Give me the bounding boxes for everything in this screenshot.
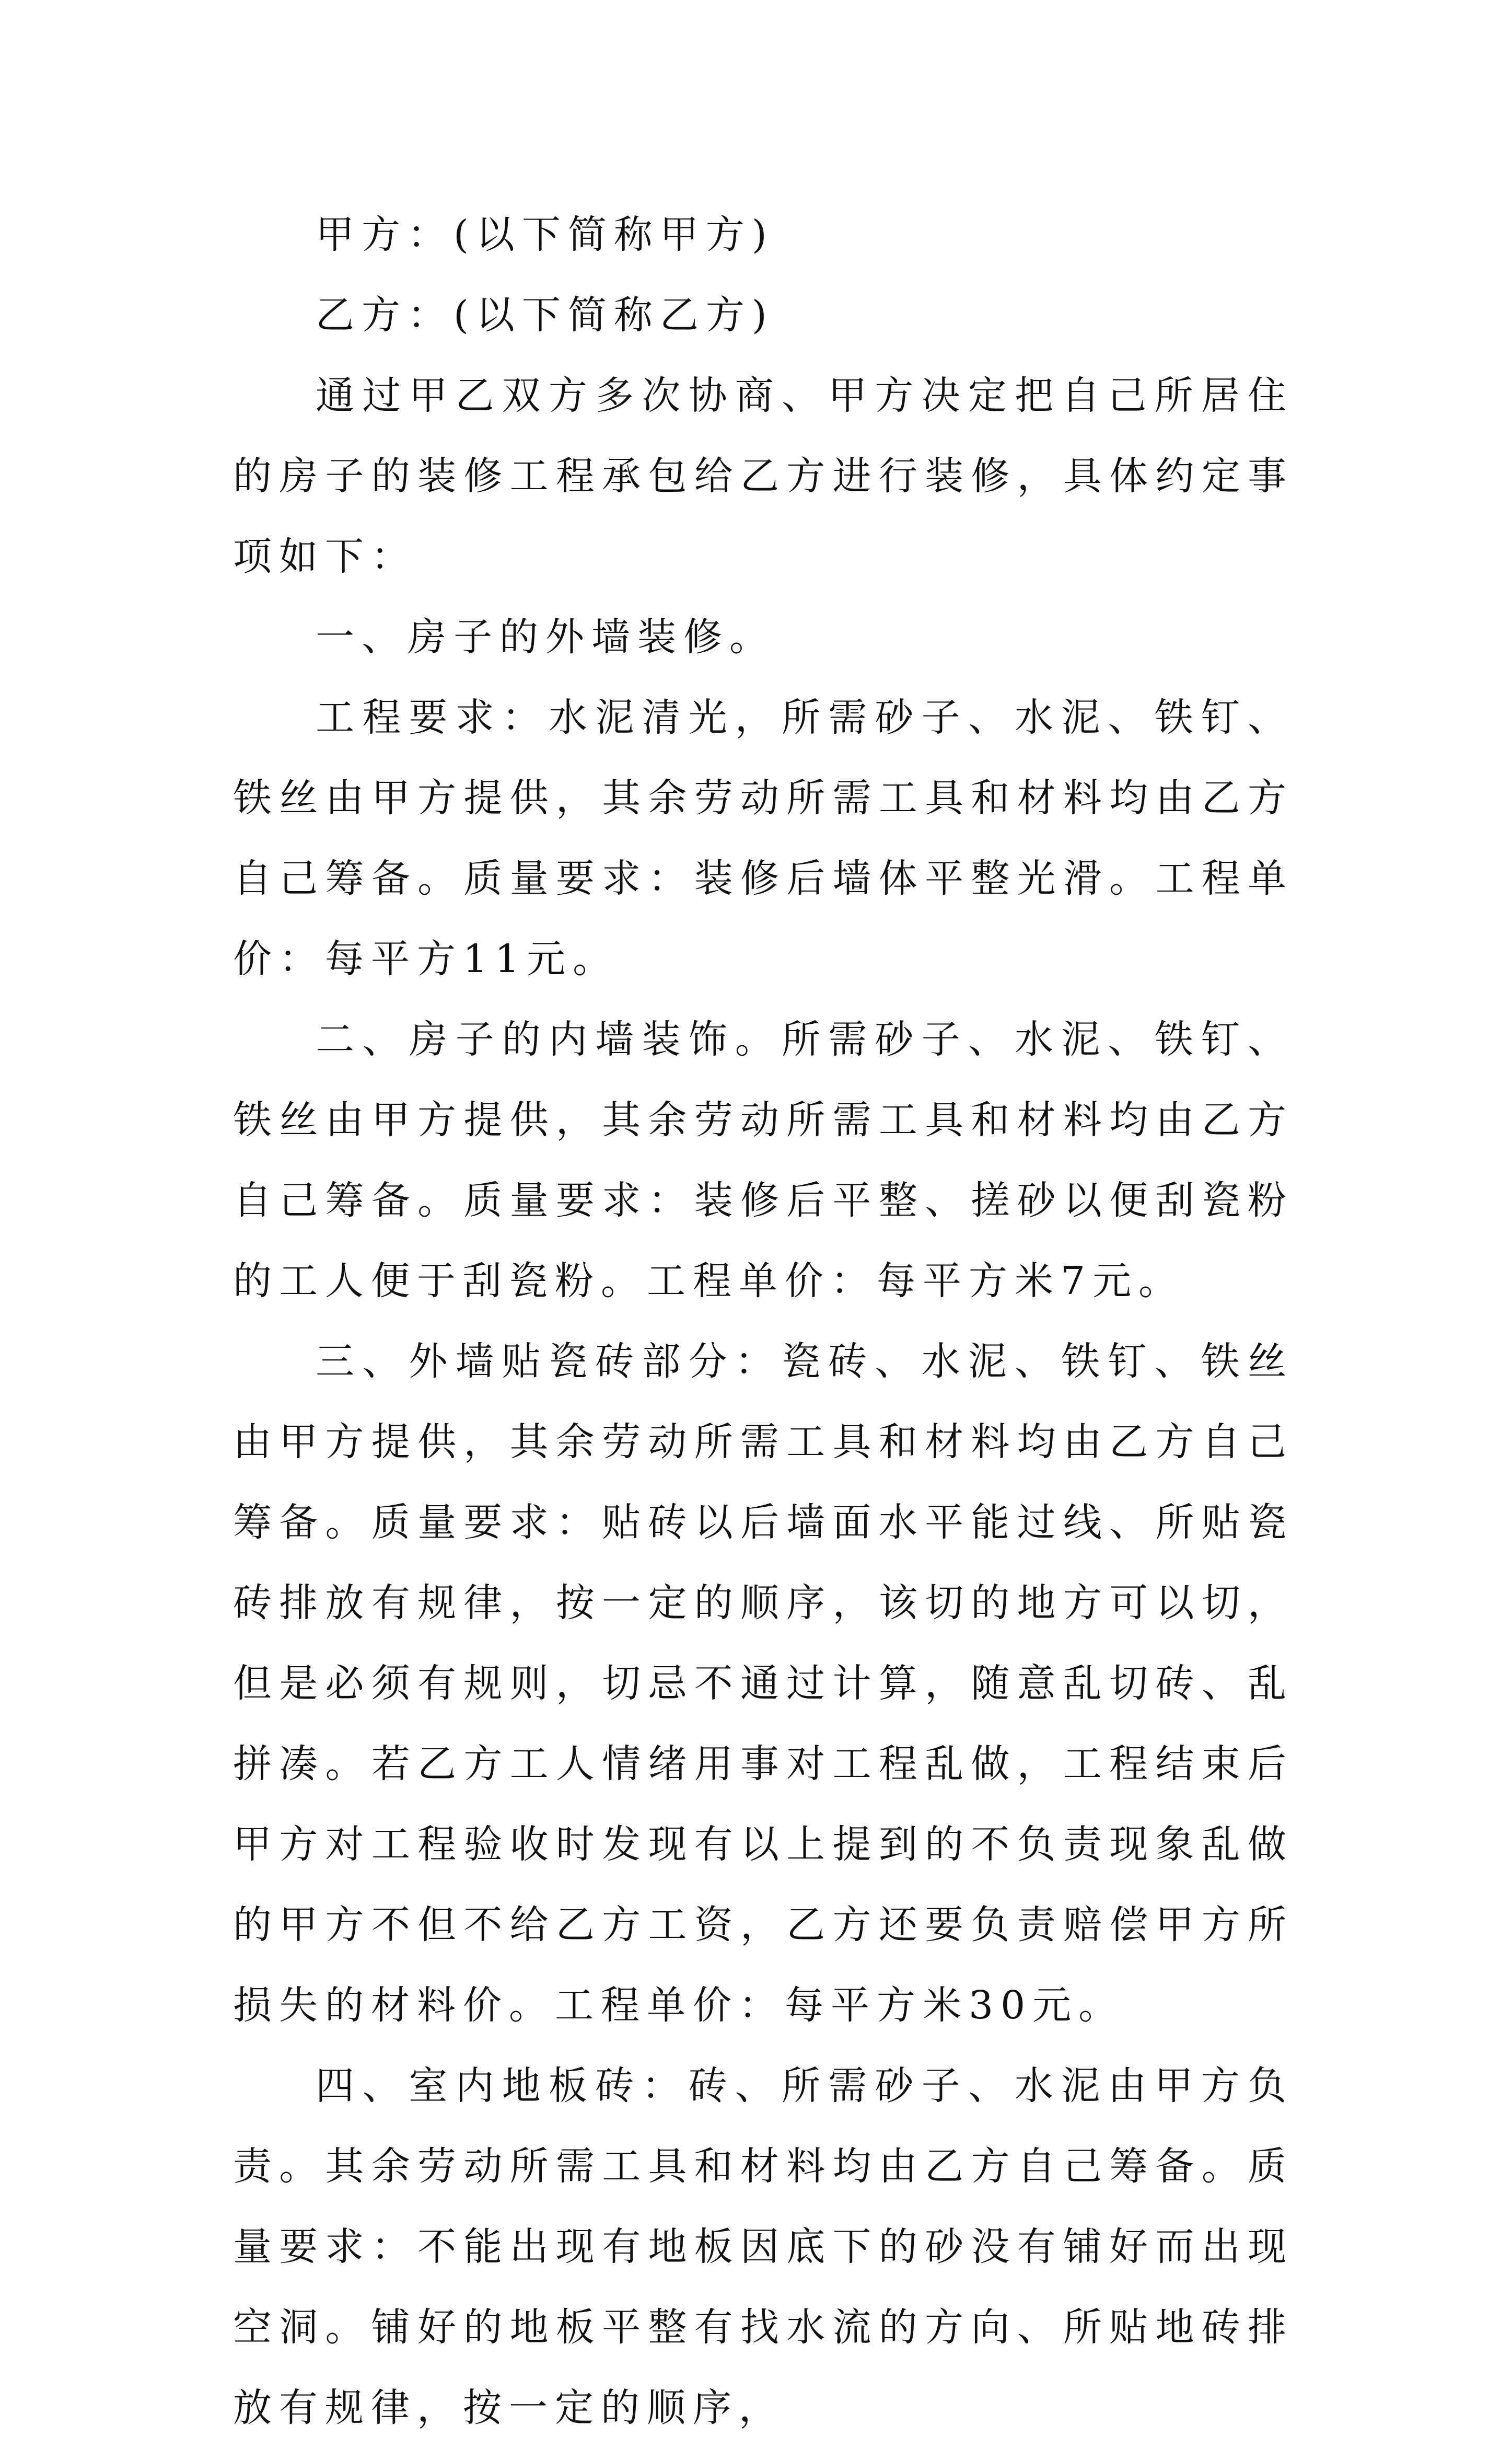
paragraph-party-b: 乙方：(以下简称乙方): [316, 293, 774, 338]
paragraph-intro: 通过甲乙双方多次协商、甲方决定把自己所居住的房子的装修工程承包给乙方进行装修，具体约定事项如下：: [233, 373, 1294, 579]
paragraph-section-1-requirements: 工程要求：水泥清光，所需砂子、水泥、铁钉、铁丝由甲方提供，其余劳动所需工具和材料均由乙方自己筹备。质量要求：装修后墙体平整光滑。工程单价：每平方11元。: [233, 695, 1294, 981]
paragraph-section-2: 二、房子的内墙装饰。所需砂子、水泥、铁钉、铁丝由甲方提供，其余劳动所需工具和材料均由乙方自己筹备。质量要求：装修后平整、搓砂以便刮瓷粉的工人便于刮瓷粉。工程单价：每平方米7元。: [233, 1017, 1294, 1303]
paragraph-section-3: 三、外墙贴瓷砖部分：瓷砖、水泥、铁钉、铁丝由甲方提供，其余劳动所需工具和材料均由乙方自己筹备。质量要求：贴砖以后墙面水平能过线、所贴瓷砖排放有规律，按一定的顺序，该切的地方可以切，但是必须有规则，切忌不通过计算，随意乱切砖、乱拼凑。若乙方工人情绪用事对工程乱做，工程结束后甲方对工程验收时发现有以上提到的不负责现象乱做的甲方不但不给乙方工资，乙方还要负责赔偿甲方所损失的材料价。工程单价：每平方米30元。: [233, 1339, 1294, 2028]
document-body: [233, 194, 1294, 2448]
paragraph-section-4: 四、室内地板砖：砖、所需砂子、水泥由甲方负责。其余劳动所需工具和材料均由乙方自己筹备。质量要求：不能出现有地板因底下的砂没有铺好而出现空洞。铺好的地板平整有找水流的方向、所贴地砖排放有规律，按一定的顺序，: [233, 2063, 1294, 2430]
paragraph-section-1-title: 一、房子的外墙装修。: [316, 615, 775, 660]
paragraph-party-a: 甲方：(以下简称甲方): [316, 212, 774, 257]
